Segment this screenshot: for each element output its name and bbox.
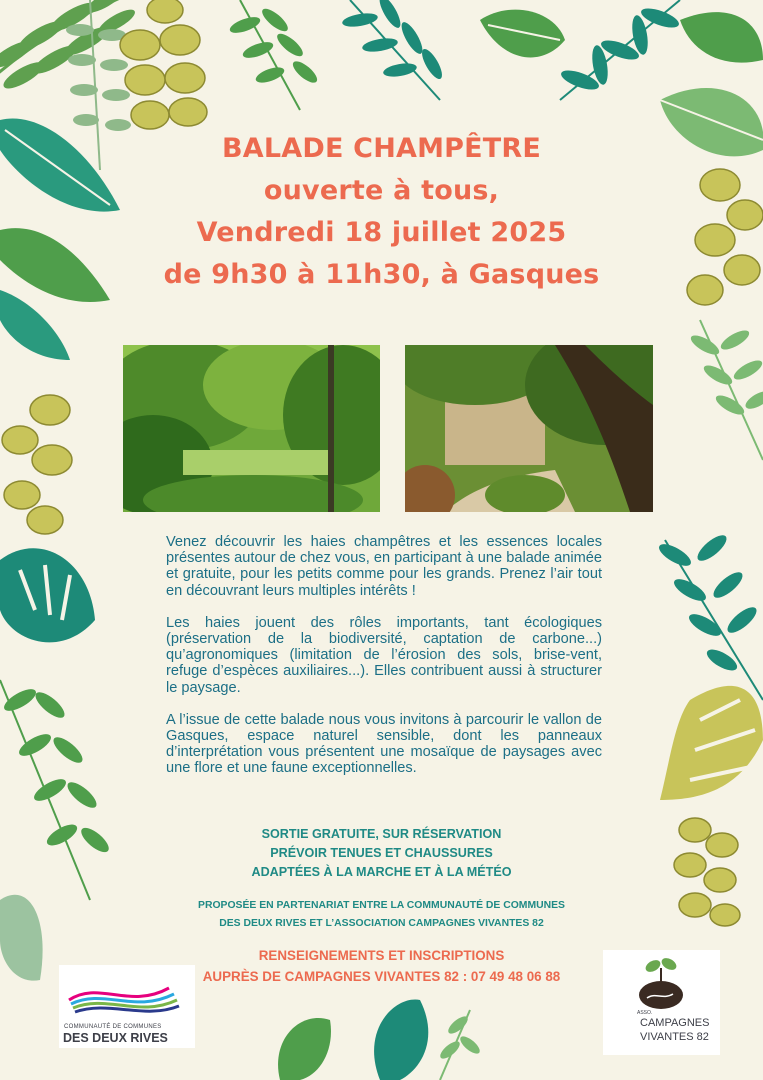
leaf-monstera-right-icon (660, 686, 763, 800)
logo-right-line-1: CAMPAGNES (640, 1017, 710, 1029)
leaf-pale-bottom-left-icon (0, 895, 43, 981)
logo-left-small-text: COMMUNAUTÉ DE COMMUNES (64, 1024, 162, 1030)
notice-line-1: SORTIE GRATUITE, SUR RÉSERVATION (261, 827, 502, 841)
paragraph-invitation: Venez découvrir les haies champêtres et les essences locales présentes autour de chez vous, en participant à une balade animée et gratuite, pour les petits comme pour les grands. Prenez l’air tout en découvrant leurs multiples intérêts ! (166, 534, 602, 599)
logo-right-asso: ASSO. (637, 1010, 653, 1016)
fern-top-right-icon (559, 0, 681, 100)
leaf-large-top-right-icon (660, 12, 763, 156)
rivers-logo-icon (59, 970, 195, 1020)
partnership-info (130, 897, 633, 933)
fern-left-icon (0, 680, 113, 900)
title-line-1: BALADE CHAMPÊTRE (221, 133, 542, 164)
fern-right-icon (688, 320, 763, 460)
forest-photo (123, 345, 380, 512)
contact-line-1: RENSEIGNEMENTS ET INSCRIPTIONS (258, 948, 505, 963)
paragraph-vallon: A l’issue de cette balade nous vous invitons à parcourir le vallon de Gasques, espace naturel sensible, dont les panneaux d’interprétation vous présentent une mosaïque de paysages avec une flore et une faune exceptionnelles. (166, 711, 602, 777)
logo-campagnes-vivantes (603, 950, 720, 1055)
fern-teal-top-icon (341, 0, 445, 100)
notice-line-2: PRÉVOIR TENUES ET CHAUSSURES (270, 846, 493, 860)
leaf-olive-bottom-right-icon (674, 818, 740, 926)
contact-line-2: AUPRÈS DE CAMPAGNES VIVANTES 82 : 07 49 48 06 88 (202, 969, 561, 984)
title-line-2: ouverte à tous, (263, 175, 500, 206)
leaf-olive-right-icon (687, 169, 763, 305)
partnership-line-1: PROPOSÉE EN PARTENARIAT ENTRE LA COMMUNAUTÉ DE COMMUNES (198, 900, 565, 911)
leaf-monstera-left-icon (0, 548, 95, 642)
event-title (100, 128, 663, 296)
path-photo (405, 345, 653, 512)
leaf-olive-left-icon (2, 395, 72, 534)
notice-line-3: ADAPTÉES À LA MARCHE ET À LA MÉTÉO (251, 865, 512, 879)
fern-teal-right-icon (656, 531, 763, 700)
fern-top-left-icon (0, 0, 140, 94)
tree-sprout-logo-icon (603, 950, 720, 1010)
logo-right-line-2: VIVANTES 82 (640, 1031, 709, 1043)
title-line-4: de 9h30 à 11h30, à Gasques (163, 259, 600, 290)
logo-left-big-text: DES DEUX RIVES (63, 1031, 168, 1045)
practical-info (130, 825, 633, 882)
logo-des-deux-rives (59, 965, 195, 1048)
leaf-green-top-icon (480, 10, 565, 58)
contact-info (130, 945, 633, 987)
title-line-3: Vendredi 18 juillet 2025 (196, 217, 567, 248)
fern-top-center-icon (228, 0, 320, 110)
leaf-bottom-center-icon (278, 1000, 482, 1080)
leaf-olive-top-icon (120, 0, 207, 129)
description (166, 534, 602, 793)
paragraph-roles: Les haies jouent des rôles importants, tant écologiques (préservation de la biodiversité, captation de carbone...) qu’agronomiques (limitation de l’érosion des sols, brise-vent, refuge d’espèces auxiliaires...). Elles contribuent aussi à structurer le paysage. (166, 614, 602, 696)
partnership-line-2: DES DEUX RIVES ET L’ASSOCIATION CAMPAGNES VIVANTES 82 (219, 918, 544, 929)
